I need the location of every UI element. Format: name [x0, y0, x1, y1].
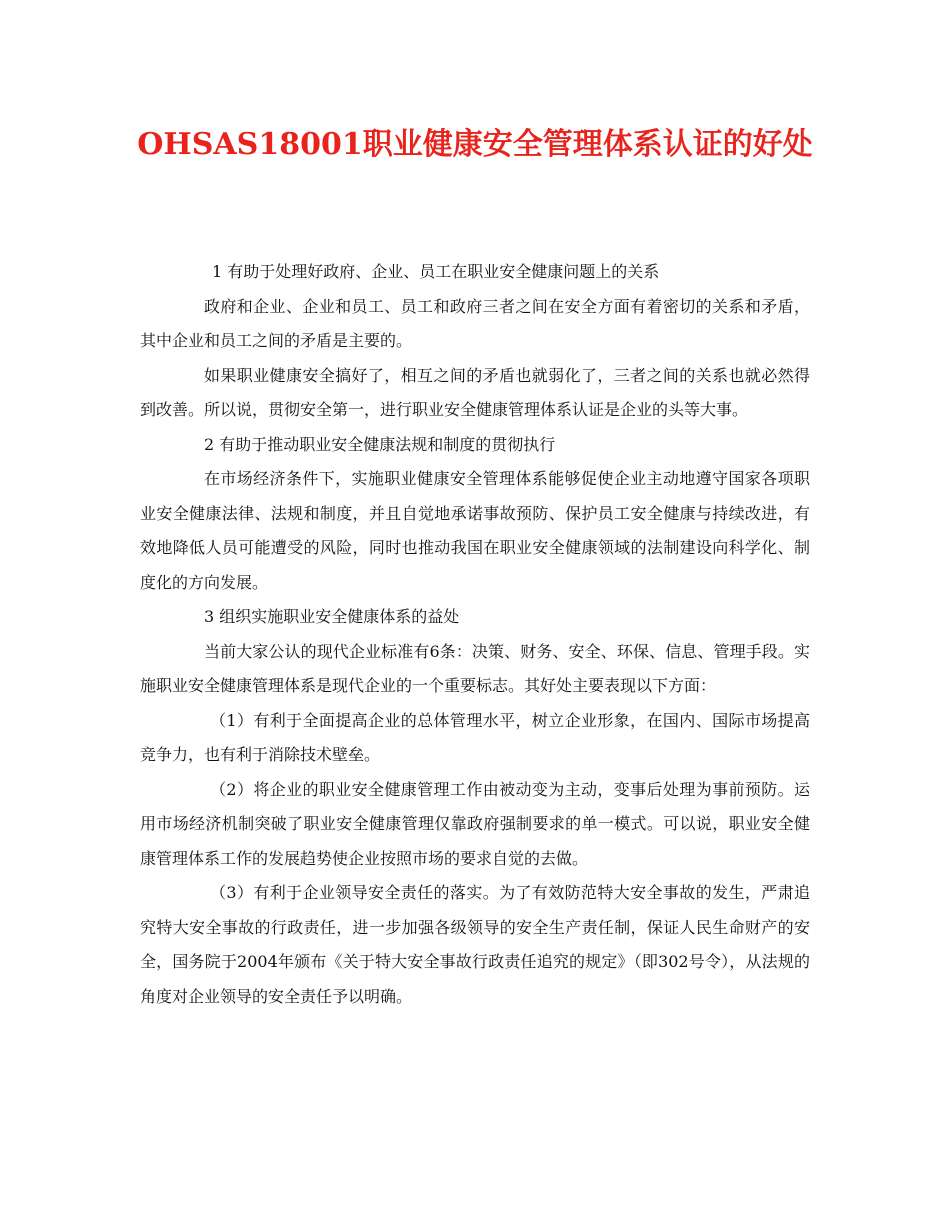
section-heading-2: 2 有助于推动职业安全健康法规和制度的贯彻执行: [204, 434, 556, 454]
list-item: （1）有利于全面提高企业的总体管理水平，树立企业形象，在国内、国际市场提高竞争力，也有利于消除技术壁垒。: [140, 710, 810, 764]
paragraph: 在市场经济条件下，实施职业健康安全管理体系能够促使企业主动地遵守国家各项职业安全健康法律、法规和制度，并且自觉地承诺事故预防、保护员工安全健康与持续改进，有效地降低人员可能遭受的风险，同时也推动我国在职业安全健康领域的法制建设向科学化、制度化的方向发展。: [140, 469, 810, 592]
section-heading-1: 1 有助于处理好政府、企业、员工在职业安全健康问题上的关系: [212, 262, 660, 281]
paragraph: 如果职业健康安全搞好了，相互之间的矛盾也就弱化了，三者之间的关系也就必然得到改善。所以说，贯彻安全第一，进行职业安全健康管理体系认证是企业的头等大事。: [140, 365, 810, 419]
document-title: OHSAS18001职业健康安全管理体系认证的好处: [137, 127, 813, 162]
paragraph: 当前大家公认的现代企业标准有6条：决策、财务、安全、环保、信息、管理手段。实施职业安全健康管理体系是现代企业的一个重要标志。其好处主要表现以下方面：: [140, 641, 810, 695]
paragraph: 政府和企业、企业和员工、员工和政府三者之间在安全方面有着密切的关系和矛盾，其中企业和员工之间的矛盾是主要的。: [140, 296, 810, 350]
section-heading-3: 3 组织实施职业安全健康体系的益处: [204, 607, 460, 626]
list-item: （3）有利于企业领导安全责任的落实。为了有效防范特大安全事故的发生，严肃追究特大安全事故的行政责任，进一步加强各级领导的安全生产责任制，保证人民生命财产的安全，国务院于2004年颁布《关于特大安全事故行政责任追究的规定》（即302号令），从法规的角度对企业领导的安全责任予以明确。: [140, 883, 810, 1006]
list-item: （2）将企业的职业安全健康管理工作由被动变为主动，变事后处理为事前预防。运用市场经济机制突破了职业安全健康管理仅靠政府强制要求的单一模式。可以说，职业安全健康管理体系工作的发展趋势使企业按照市场的要求自觉的去做。: [140, 779, 810, 868]
document-body: [140, 255, 810, 1014]
